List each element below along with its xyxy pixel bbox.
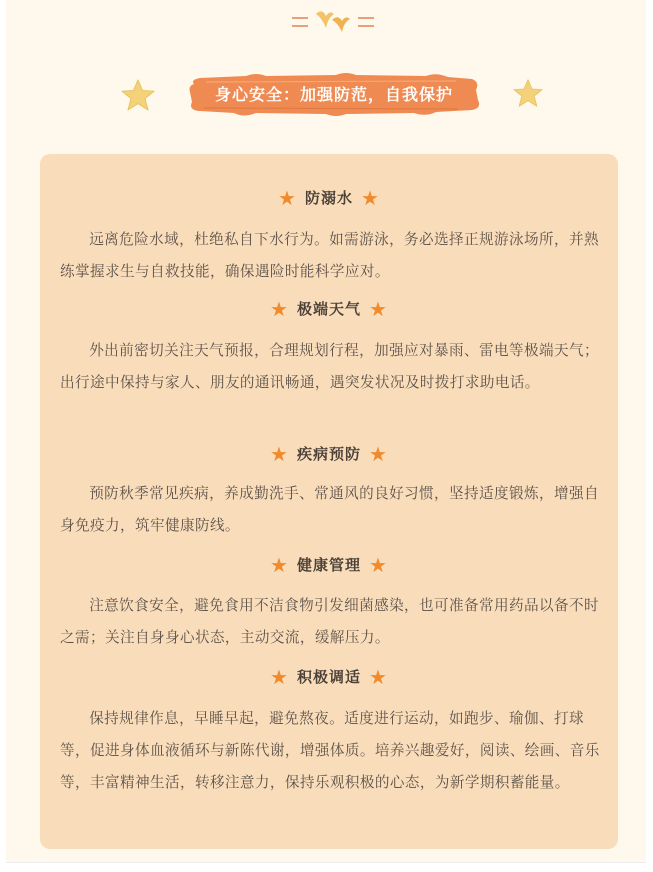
section-body: 预防秋季常见疾病，养成勤洗手、常通风的良好习惯，坚持适度锻炼，增强自身免疫力，筑牢健康防线。 [60, 485, 599, 534]
section-body: 保持规律作息，早睡早起，避免熬夜。适度进行运动，如跑步、瑜伽、打球等，促进身体血液循环与新陈代谢，增强体质。培养兴趣爱好，阅读、绘画、音乐等，丰富精神生活，转移注意力，保持乐观积极的心态，为新学期积蓄能量。 [60, 710, 600, 791]
page-title: 身心安全：加强防范，自我保护 [214, 85, 453, 104]
star-icon: ★ [270, 553, 289, 577]
star-icon: ★ [270, 442, 289, 466]
section-title: 极端天气 [296, 300, 361, 318]
article-page [6, 0, 646, 863]
section-heading [40, 553, 618, 577]
star-icon: ★ [361, 186, 380, 210]
section-heading [40, 297, 618, 321]
section-title: 健康管理 [296, 556, 361, 574]
section-title: 积极调适 [296, 668, 361, 686]
section-title: 疾病预防 [296, 445, 361, 463]
star-icon: ★ [278, 186, 297, 210]
birds-ornament-icon [292, 6, 382, 40]
section-heading [40, 665, 618, 689]
star-icon: ★ [369, 665, 388, 689]
star-icon: ★ [369, 442, 388, 466]
star-icon: ★ [369, 553, 388, 577]
star-icon: ★ [270, 297, 289, 321]
page-title-banner [186, 70, 482, 120]
content-card [40, 154, 618, 849]
star-icon: ★ [369, 297, 388, 321]
star-icon: ★ [270, 665, 289, 689]
section-heading [40, 442, 618, 466]
section-body: 注意饮食安全，避免食用不洁食物引发细菌感染，也可准备常用药品以备不时之需；关注自身身心状态，主动交流，缓解压力。 [60, 597, 599, 646]
section-title: 防溺水 [304, 189, 353, 207]
section-heading [40, 186, 618, 210]
left-star-icon [120, 78, 156, 116]
right-star-icon [512, 78, 544, 112]
section-body: 远离危险水域，杜绝私自下水行为。如需游泳，务必选择正规游泳场所，并熟练掌握求生与自救技能，确保遇险时能科学应对。 [60, 231, 599, 280]
section-body: 外出前密切关注天气预报，合理规划行程，加强应对暴雨、雷电等极端天气；出行途中保持与家人、朋友的通讯畅通，遇突发状况及时拨打求助电话。 [60, 342, 599, 391]
